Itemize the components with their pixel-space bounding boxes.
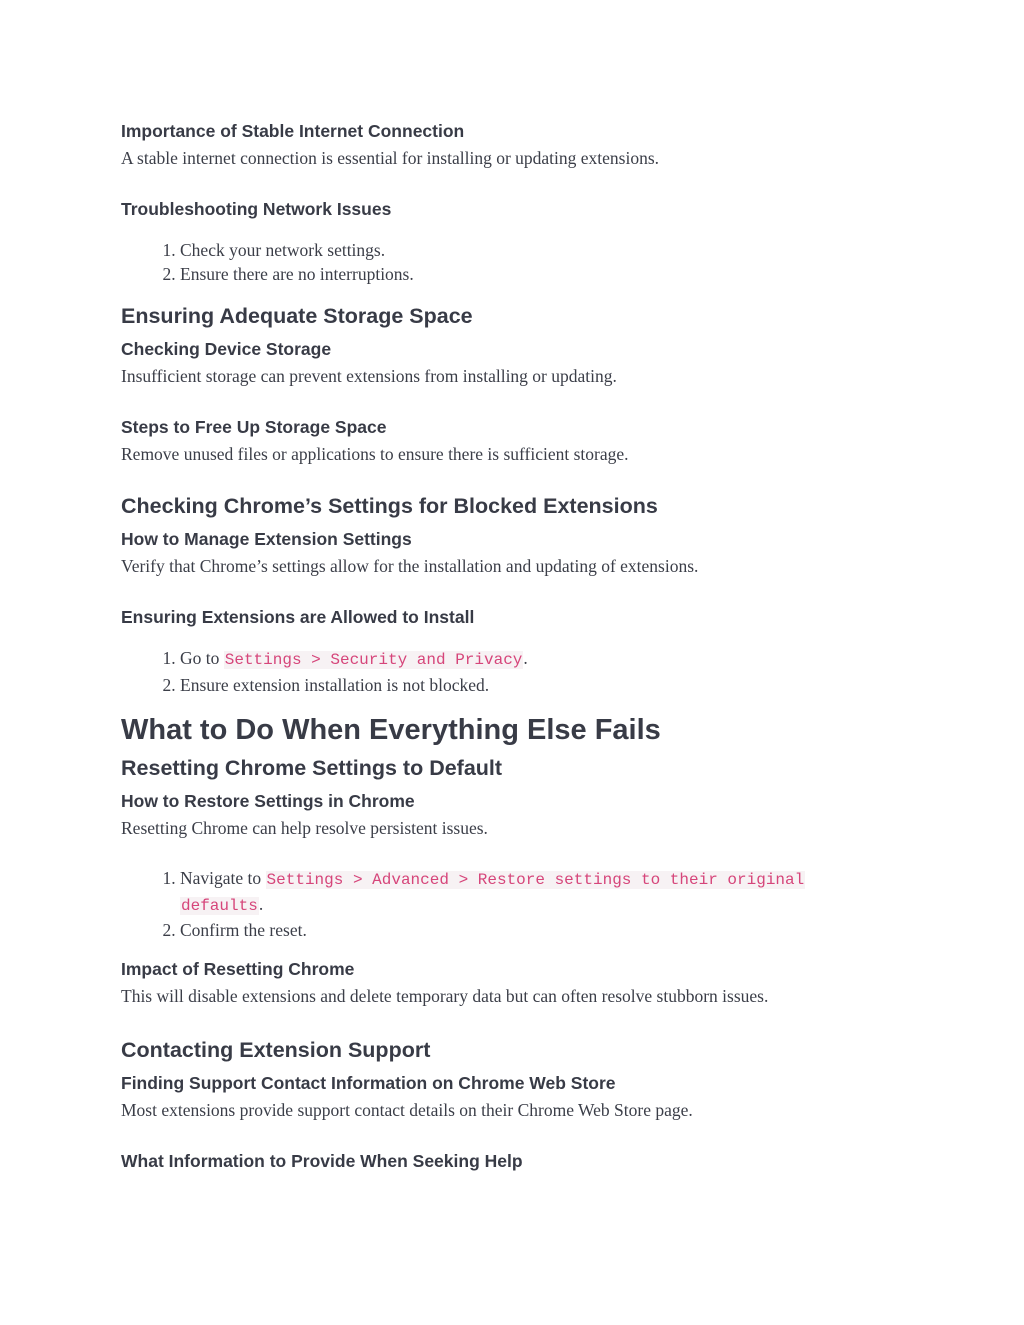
heading-check-storage: Checking Device Storage [121,339,332,359]
list-item: 2. Ensure extension installation is not blocked. [180,673,881,697]
network-steps-list [121,238,881,286]
list-item: 2. Ensure there are no interruptions. [180,262,881,286]
heading-free-storage: Steps to Free Up Storage Space [121,417,387,437]
heading-restore-settings: How to Restore Settings in Chrome [121,791,415,811]
text-stable-connection: A stable internet connection is essential for installing or updating extensions. [121,148,660,168]
list-item-text: . [258,894,264,914]
heading-find-support: Finding Support Contact Information on Chrome Web Store [121,1073,616,1093]
heading-reset-settings: Resetting Chrome Settings to Default [121,756,503,780]
section-support [121,1036,881,1122]
text-impact-reset: This will disable extensions and delete temporary data but can often resolve stubborn issues. [121,986,769,1006]
heading-allowed-install: Ensuring Extensions are Allowed to Install [121,607,475,627]
section-everything-fails [121,712,881,1008]
section-allowed-install [121,606,881,697]
list-item: 1. Check your network settings. [180,238,881,262]
heading-stable-connection: Importance of Stable Internet Connection [121,121,465,141]
list-item [180,646,881,672]
settings-path-code: defaults [181,897,258,915]
heading-impact-reset: Impact of Resetting Chrome [121,959,355,979]
section-blocked [121,492,881,578]
restore-steps-list [121,866,881,942]
heading-everything-fails: What to Do When Everything Else Fails [121,714,661,746]
settings-path-code: Settings > Security and Privacy [224,651,523,669]
heading-storage: Ensuring Adequate Storage Space [121,304,473,328]
heading-network-issues: Troubleshooting Network Issues [121,199,392,219]
section-info-to-provide [121,1150,881,1172]
list-item-text: Go to [180,648,224,668]
section-network-issues [121,198,881,286]
text-check-storage: Insufficient storage can prevent extensions from installing or updating. [121,366,617,386]
section-free-storage [121,416,881,466]
section-storage [121,302,881,388]
allowed-install-list [121,646,881,697]
list-item-text: . [523,648,528,668]
text-find-support: Most extensions provide support contact details on their Chrome Web Store page. [121,1100,693,1120]
section-stable-connection [121,120,881,170]
text-free-storage: Remove unused files or applications to ensure there is sufficient storage. [121,444,629,464]
list-item [180,866,881,918]
heading-blocked: Checking Chrome’s Settings for Blocked Extensions [121,494,658,518]
text-manage-settings: Verify that Chrome’s settings allow for the installation and updating of extensions. [121,556,699,576]
heading-manage-settings: How to Manage Extension Settings [121,529,412,549]
list-item: 2. Confirm the reset. [180,918,881,942]
settings-path-code: Settings > Advanced > Restore settings to their original [266,871,805,889]
text-restore-settings: Resetting Chrome can help resolve persistent issues. [121,818,488,838]
heading-support: Contacting Extension Support [121,1038,431,1062]
list-item-text: Navigate to [180,868,266,888]
heading-info-to-provide: What Information to Provide When Seeking Help [121,1151,523,1171]
